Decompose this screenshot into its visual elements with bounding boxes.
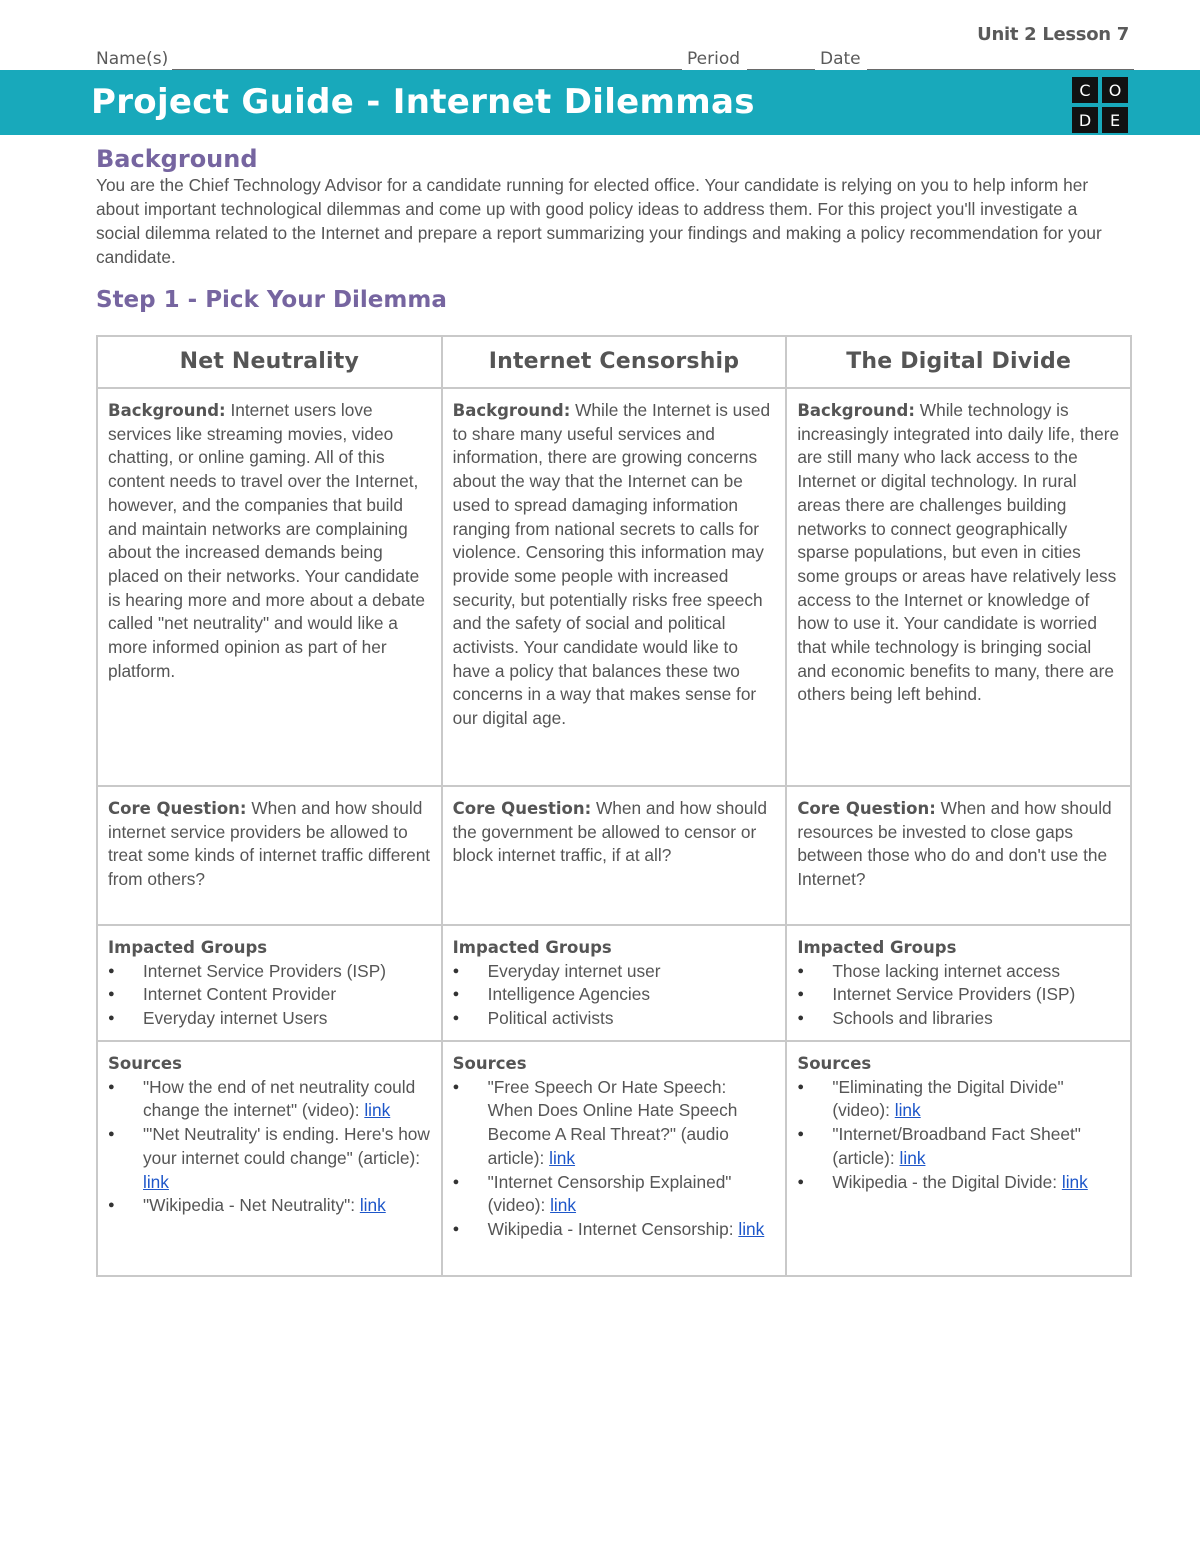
background-cell — [786, 388, 1131, 786]
source-item — [832, 1171, 1120, 1195]
impacted-groups-label: Impacted Groups — [108, 938, 268, 957]
logo-letter: O — [1102, 77, 1128, 103]
sources-label: Sources — [108, 1054, 182, 1073]
code-logo — [1070, 75, 1130, 135]
source-link[interactable]: link — [550, 1195, 577, 1216]
source-link[interactable]: link — [549, 1147, 576, 1168]
source-text: "Wikipedia - Net Neutrality": — [143, 1195, 360, 1216]
background-label: Background: — [108, 401, 226, 420]
unit-lesson-label: Unit 2 Lesson 7 — [977, 24, 1129, 45]
core-question-cell — [786, 786, 1131, 925]
impacted-groups-cell — [786, 925, 1131, 1041]
dilemma-table — [96, 335, 1132, 1277]
list-item: ● Internet Service Providers (ISP) — [143, 960, 431, 984]
background-body: Internet users love services like streaming movies, video chatting, or online gaming. All of this content needs to travel over the Internet, however, and the companies that build and maintain networks are complaining about the increased demands being placed on their networks. Your candidate is hearing more and more about a debate called "net neutrality" and would like a more informed opinion as part of her platform. — [108, 400, 426, 681]
sources-cell — [97, 1041, 442, 1276]
impacted-groups-cell — [442, 925, 787, 1041]
source-link[interactable]: link — [738, 1218, 765, 1239]
title-banner — [0, 70, 1200, 135]
logo-letter: D — [1072, 107, 1098, 133]
list-item: ● Internet Content Provider — [143, 983, 431, 1007]
core-question-cell — [442, 786, 787, 925]
sources-list — [453, 1076, 776, 1242]
core-question-cell — [97, 786, 442, 925]
source-text: "Internet/Broadband Fact Sheet" (article): — [832, 1124, 1081, 1168]
source-item — [488, 1171, 776, 1218]
sources-cell — [442, 1041, 787, 1276]
source-text: "Internet Censorship Explained" (video): — [487, 1171, 732, 1216]
impacted-groups-list — [797, 960, 1120, 1031]
background-label: Background: — [452, 401, 571, 420]
sources-list — [108, 1076, 431, 1218]
source-link[interactable]: link — [359, 1195, 386, 1216]
list-item: ● Schools and libraries — [832, 1007, 1120, 1031]
source-text: "How the end of net neutrality could change the internet" (video): — [143, 1076, 416, 1121]
date-label: Date — [820, 49, 861, 69]
source-item — [143, 1123, 431, 1194]
list-item: ● Internet Service Providers (ISP) — [832, 983, 1120, 1007]
background-body: While the Internet is used to share many useful services and information, there are growing concerns about the way that the Internet can be used to spread damaging information ranging from national secrets to calls for violence. Censoring this information may provide some people with increased security, but potentially risks free speech and the safety of social and political activists. Your candidate would like to have a policy that balances these two concerns in a way that makes sense for our digital age. — [452, 400, 771, 729]
name-label: Name(s) — [96, 49, 169, 69]
source-item — [832, 1076, 1120, 1123]
core-question-label: Core Question: — [108, 799, 247, 818]
dilemma-title: The Digital Divide — [786, 336, 1131, 388]
source-item — [832, 1123, 1120, 1170]
source-text: Wikipedia - Internet Censorship: — [487, 1218, 739, 1239]
core-question-body: When and how should internet service providers be allowed to treat some kinds of internet traffic different from others? — [108, 798, 431, 890]
sources-cell — [786, 1041, 1131, 1276]
list-item: ● Political activists — [488, 1007, 776, 1031]
logo-letter: E — [1102, 107, 1128, 133]
impacted-groups-list — [108, 960, 431, 1031]
source-link[interactable]: link — [899, 1147, 926, 1168]
core-question-row — [97, 786, 1131, 925]
page-title: Project Guide - Internet Dilemmas — [91, 82, 755, 122]
source-link[interactable]: link — [894, 1100, 921, 1121]
list-item: ● Those lacking internet access — [832, 960, 1120, 984]
source-link[interactable]: link — [143, 1171, 169, 1192]
name-period-date-line — [96, 48, 1134, 70]
core-question-label: Core Question: — [797, 799, 936, 818]
source-link[interactable]: link — [364, 1100, 391, 1121]
logo-letter: C — [1072, 77, 1098, 103]
step1-heading: Step 1 - Pick Your Dilemma — [96, 287, 447, 313]
background-row — [97, 388, 1131, 786]
list-item: ● Intelligence Agencies — [488, 983, 776, 1007]
source-link[interactable]: link — [1061, 1171, 1088, 1192]
table-header-row — [97, 336, 1131, 388]
background-body: While technology is increasingly integrated into daily life, there are still many who lack access to the Internet or digital technology. In rural areas there are challenges building networks to connect geographically sparse populations, but even in cities some groups or areas have relatively less access to the Internet or knowledge of how to use it. Your candidate is worried that while technology is bringing social and economic benefits to many, there are others being left behind. — [797, 400, 1120, 705]
impacted-groups-label: Impacted Groups — [797, 938, 957, 957]
list-item: ● Everyday internet Users — [143, 1007, 431, 1031]
source-item — [488, 1076, 776, 1171]
source-item — [488, 1218, 776, 1242]
impacted-groups-cell — [97, 925, 442, 1041]
dilemma-title: Net Neutrality — [97, 336, 442, 388]
sources-label: Sources — [797, 1054, 872, 1073]
background-text: You are the Chief Technology Advisor for a candidate running for elected office. Your candidate is relying on you to help inform her about important technological dilemmas and come up with good policy ideas to address them. For this project you'll investigate a social dilemma related to the Internet and prepare a report summarizing your findings and making a policy recommendation for your candidate. — [96, 175, 1102, 267]
sources-row — [97, 1041, 1131, 1276]
core-question-label: Core Question: — [452, 799, 592, 818]
source-text: "Free Speech Or Hate Speech: When Does Online Hate Speech Become A Real Threat?" (audio article): — [487, 1076, 738, 1168]
source-item — [143, 1194, 431, 1218]
impacted-groups-list — [453, 960, 776, 1031]
source-text: "'Net Neutrality' is ending. Here's how your internet could change" (article): — [143, 1124, 430, 1168]
list-item: ● Everyday internet user — [488, 960, 776, 984]
background-cell — [442, 388, 787, 786]
source-text: Wikipedia - the Digital Divide: — [832, 1171, 1062, 1192]
core-question-body: When and how should the government be allowed to censor or block internet traffic, if at all? — [452, 798, 767, 866]
source-item — [143, 1076, 431, 1123]
background-label: Background: — [797, 401, 915, 420]
core-question-body: When and how should resources be invested to close gaps between those who do and don't use the Internet? — [797, 798, 1112, 890]
sources-list — [797, 1076, 1120, 1195]
period-label: Period — [687, 49, 741, 69]
dilemma-title: Internet Censorship — [442, 336, 787, 388]
background-heading: Background — [96, 145, 258, 173]
background-cell — [97, 388, 442, 786]
sources-label: Sources — [452, 1054, 527, 1073]
source-text: "Eliminating the Digital Divide" (video): — [832, 1076, 1064, 1121]
impacted-groups-label: Impacted Groups — [452, 938, 612, 957]
impacted-groups-row — [97, 925, 1131, 1041]
